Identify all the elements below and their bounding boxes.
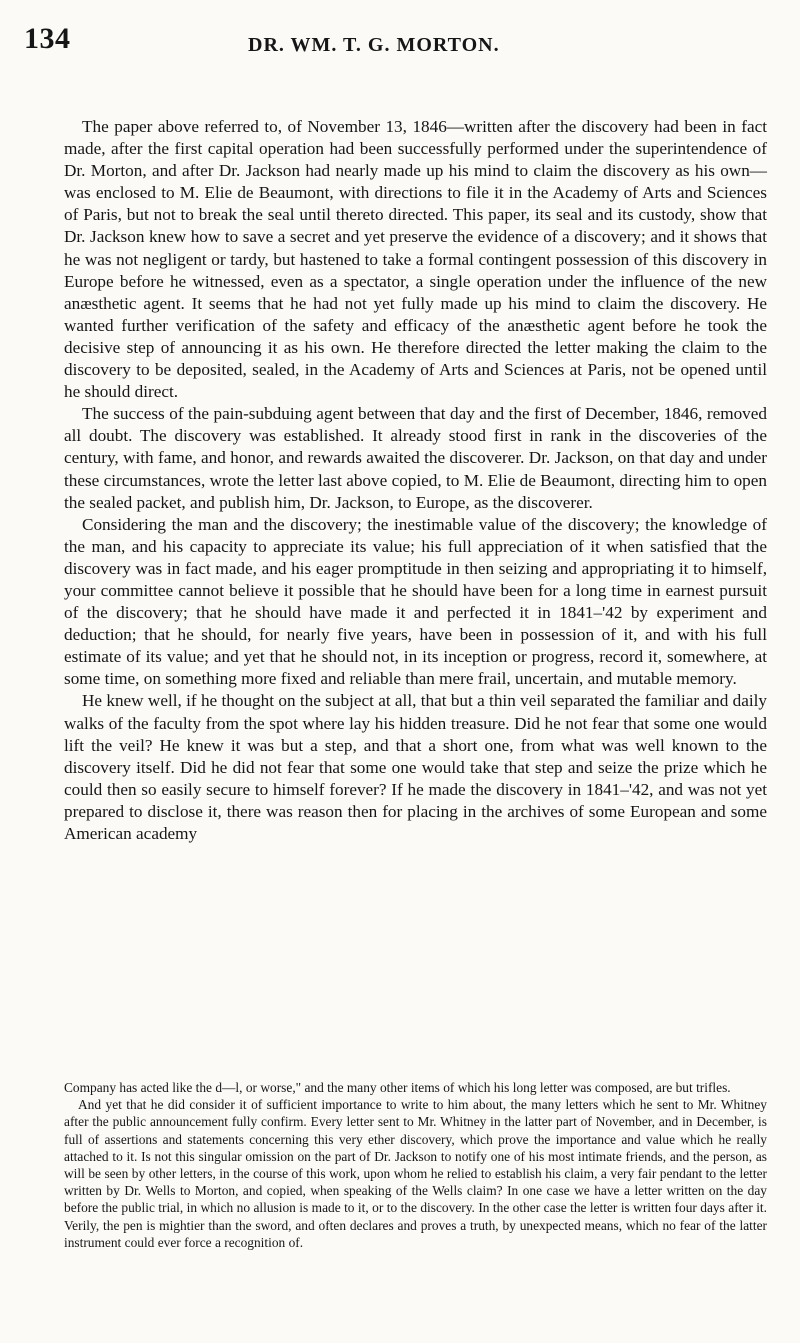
body-paragraph: The success of the pain-subduing agent between that day and the first of December, 1846, removed all doubt. The discovery was established. It already stood first in rank in the discoveries of the century, with fame, and honor, and rewards awaited the discoverer. Dr. Jackson, on that day and under these circumstances, wrote the letter last above copied, to M. Elie de Beaumont, directing him to open the sealed packet, and publish him, Dr. Jackson, to Europe, as the discoverer. xyxy=(64,404,767,512)
footnote xyxy=(64,1079,767,1251)
running-head: DR. WM. T. G. MORTON. xyxy=(248,34,500,56)
footnote-paragraph: And yet that he did consider it of sufficient importance to write to him about, the many letters which he sent to Mr. Whitney after the public announcement fully confirm. Every letter sent to Mr. Whitney in the latter part of November, and in December, is full of assertions and statements concerning this very ether discovery, which prove the importance and value which he really attached to it. Is not this singular omission on the part of Dr. Jackson to notify one of his most intimate friends, and the person, as will be seen by other letters, in the course of this work, upon whom he relied to establish his claim, a very fair pendant to the letter written by Dr. Wells to Morton, and copied, when speaking of the Wells claim? In one case we have a letter written on the day before the public trial, in which no allusion is made to it, or to the discovery. In the other case the letter is written four days after it. Verily, the pen is mightier than the sword, and often declares and proves a truth, by unexpected means, which no fear of the latter instrument could ever force a recognition of. xyxy=(64,1097,767,1250)
page-header xyxy=(24,18,760,66)
body-paragraph: He knew well, if he thought on the subject at all, that but a thin veil separated the familiar and daily walks of the faculty from the spot where lay his hidden treasure. Did he not fear that some one would lift the veil? He knew it was but a step, and that a short one, from what was well known to the discovery itself. Did he did not fear that some one would take that step and seize the prize which he could then so easily secure to himself forever? If he made the discovery in 1841–'42, and was not yet prepared to disclose it, there was reason then for placing in the archives of some European and some American academy xyxy=(64,691,767,843)
footnote-paragraph: Company has acted like the d—l, or worse," and the many other items of which his long letter was composed, are but trifles. xyxy=(64,1080,731,1095)
body-paragraph: Considering the man and the discovery; the inestimable value of the discovery; the knowledge of the man, and his capacity to appreciate its value; his full appreciation of it when satisfied that the discovery was in fact made, and his eager promptitude in then seizing and appropriating it to himself, your committee cannot believe it possible that he should have been for a long time in earnest pursuit of the discovery; that he should have made it and perfected it in 1841–'42 by experiment and deduction; that he should, for nearly five years, have been in possession of it, and with his full estimate of its value; and yet that he should not, in its inception or progress, record it, somewhere, at some time, on something more fixed and reliable than mere frail, uncertain, and mutable memory. xyxy=(64,514,767,689)
page-number: 134 xyxy=(24,22,71,55)
body-paragraph: The paper above referred to, of November 13, 1846—written after the discovery had been in fact made, after the first capital operation had been successfully performed under the superintendence of Dr. Morton, and after Dr. Jackson had nearly made up his mind to claim the discovery as his own—was enclosed to M. Elie de Beaumont, with directions to file it in the Academy of Arts and Sciences of Paris, but not to break the seal until thereto directed. This paper, its seal and its custody, show that Dr. Jackson knew how to save a secret and yet preserve the evidence of a discovery; and it shows that he was not negligent or tardy, but hastened to take a formal contingent possession of this discovery in Europe before he witnessed, even as a spectator, a single operation under the influence of the new anæsthetic agent. It seems that he had not yet fully made up his mind to claim the discovery. He wanted further verification of the safety and efficacy of the anæsthetic agent before he took the decisive step of announcing it as his own. He therefore directed the letter making the claim to the discovery to be deposited, sealed, in the Academy of Arts and Sciences at Paris, not be opened until he should direct. xyxy=(64,117,767,402)
body-text xyxy=(64,116,767,845)
